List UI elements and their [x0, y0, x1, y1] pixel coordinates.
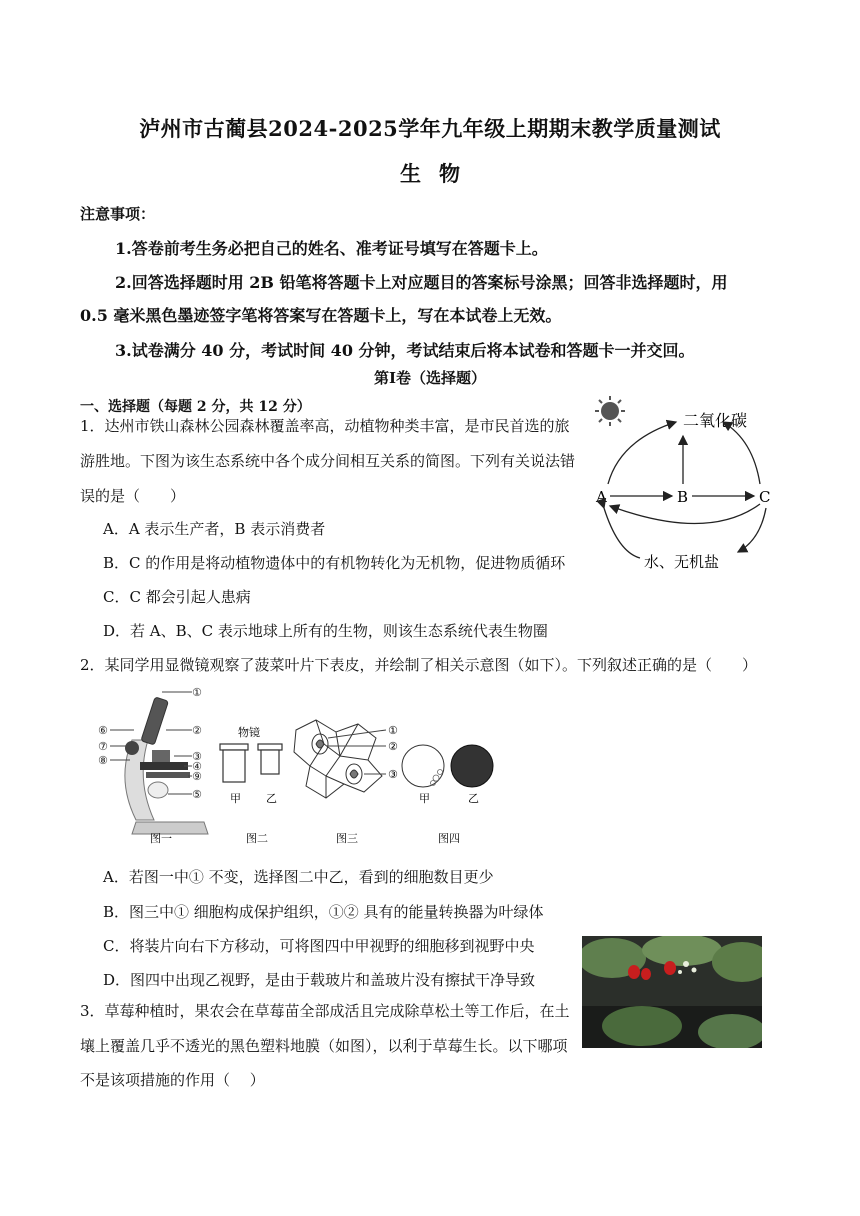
q1-option-c: C．C 都会引起人患病 [103, 588, 251, 606]
part-heading: 一、选择题（每题 2 分，共 12 分） [80, 399, 311, 415]
label-9: ⑨ [192, 770, 202, 783]
label-5: ⑤ [192, 788, 202, 801]
label-2: ② [192, 724, 202, 737]
q3-line-2: 壤上覆盖几乎不透光的黑色塑料地膜（如图），以利于草莓生长。以下哪项 [80, 1037, 568, 1055]
view-yi-label: 乙 [468, 792, 479, 805]
node-c: C [759, 488, 771, 506]
water-salt-label: 水、无机盐 [644, 553, 720, 571]
label-6: ⑥ [98, 724, 108, 737]
q3-line-3: 不是该项措施的作用（ ） [80, 1071, 265, 1089]
node-b: B [677, 488, 689, 506]
label-1: ① [192, 686, 202, 699]
epidermis-cells [294, 720, 382, 798]
label-3: ③ [192, 750, 202, 763]
objective-lenses [220, 744, 282, 782]
view-jia-label: 甲 [419, 792, 430, 805]
section-heading: 第Ⅰ卷（选择题） [373, 369, 487, 387]
label-4: ④ [192, 760, 202, 773]
q2-option-b: B．图三中① 细胞构成保护组织，①② 具有的能量转换器为叶绿体 [103, 903, 544, 921]
cell-label-1: ① [388, 724, 398, 737]
exam-title: 泸州市古蔺县2024-2025学年九年级上期期末教学质量测试 [139, 116, 721, 141]
view-yi [451, 745, 493, 787]
co2-label: 二氧化碳 [683, 411, 748, 430]
fig3-caption: 图三 [336, 832, 358, 845]
q1-line-3: 误的是（ ） [80, 487, 186, 505]
cell-label-2: ② [388, 740, 398, 753]
objective-jia: 甲 [230, 792, 241, 805]
objective-yi: 乙 [266, 792, 277, 805]
q3-line-1: 3．草莓种植时，果农会在草莓苗全部成活且完成除草松土等工作后，在土 [80, 1002, 570, 1020]
label-7: ⑦ [98, 740, 108, 753]
q1-line-2: 游胜地。下图为该生态系统中各个成分间相互关系的简图。下列有关说法错 [80, 452, 576, 470]
fig2-caption: 图二 [246, 832, 268, 845]
notice-item-2-cont: 0.5 毫米黑色墨迹签字笔将答案写在答题卡上，写在本试卷上无效。 [80, 306, 562, 325]
q1-line-1: 1．达州市铁山森林公园森林覆盖率高，动植物种类丰富，是市民首选的旅 [80, 417, 570, 435]
microscope-figures [96, 680, 516, 850]
q2-option-d: D．图四中出现乙视野，是由于载玻片和盖玻片没有擦拭干净导致 [103, 971, 536, 989]
fig4-caption: 图四 [438, 832, 460, 845]
notice-item-2: 2.回答选择题时用 2B 铅笔将答题卡上对应题目的答案标号涂黑；回答非选择题时，用 [115, 273, 728, 292]
q1-option-a: A．A 表示生产者，B 表示消费者 [103, 520, 326, 538]
subject-title: 生物 [400, 161, 478, 186]
label-8: ⑧ [98, 754, 108, 767]
notice-heading: 注意事项： [80, 205, 156, 223]
notice-item-1: 1.答卷前考生务必把自己的姓名、准考证号填写在答题卡上。 [115, 239, 548, 258]
ecosystem-diagram [588, 392, 788, 577]
node-a: A [596, 488, 607, 506]
q1-option-b: B．C 的作用是将动植物遗体中的有机物转化为无机物，促进物质循环 [103, 554, 566, 572]
sun-icon [595, 396, 625, 426]
q2-option-c: C．将装片向右下方移动，可将图四中甲视野的细胞移到视野中央 [103, 937, 535, 955]
cell-label-3: ③ [388, 768, 398, 781]
fig1-caption: 图一 [150, 832, 172, 845]
q1-option-d: D．若 A、B、C 表示地球上所有的生物，则该生态系统代表生物圈 [103, 622, 548, 640]
q2-stem: 2．某同学用显微镜观察了菠菜叶片下表皮，并绘制了相关示意图（如下）。下列叙述正确的是（ ） [80, 656, 758, 674]
objective-label: 物镜 [238, 726, 260, 739]
notice-item-3: 3.试卷满分 40 分，考试时间 40 分钟，考试结束后将本试卷和答题卡一并交回。 [115, 341, 695, 360]
strawberry-photo [582, 936, 762, 1048]
q2-option-a: A．若图一中① 不变，选择图二中乙，看到的细胞数目更少 [103, 868, 494, 886]
